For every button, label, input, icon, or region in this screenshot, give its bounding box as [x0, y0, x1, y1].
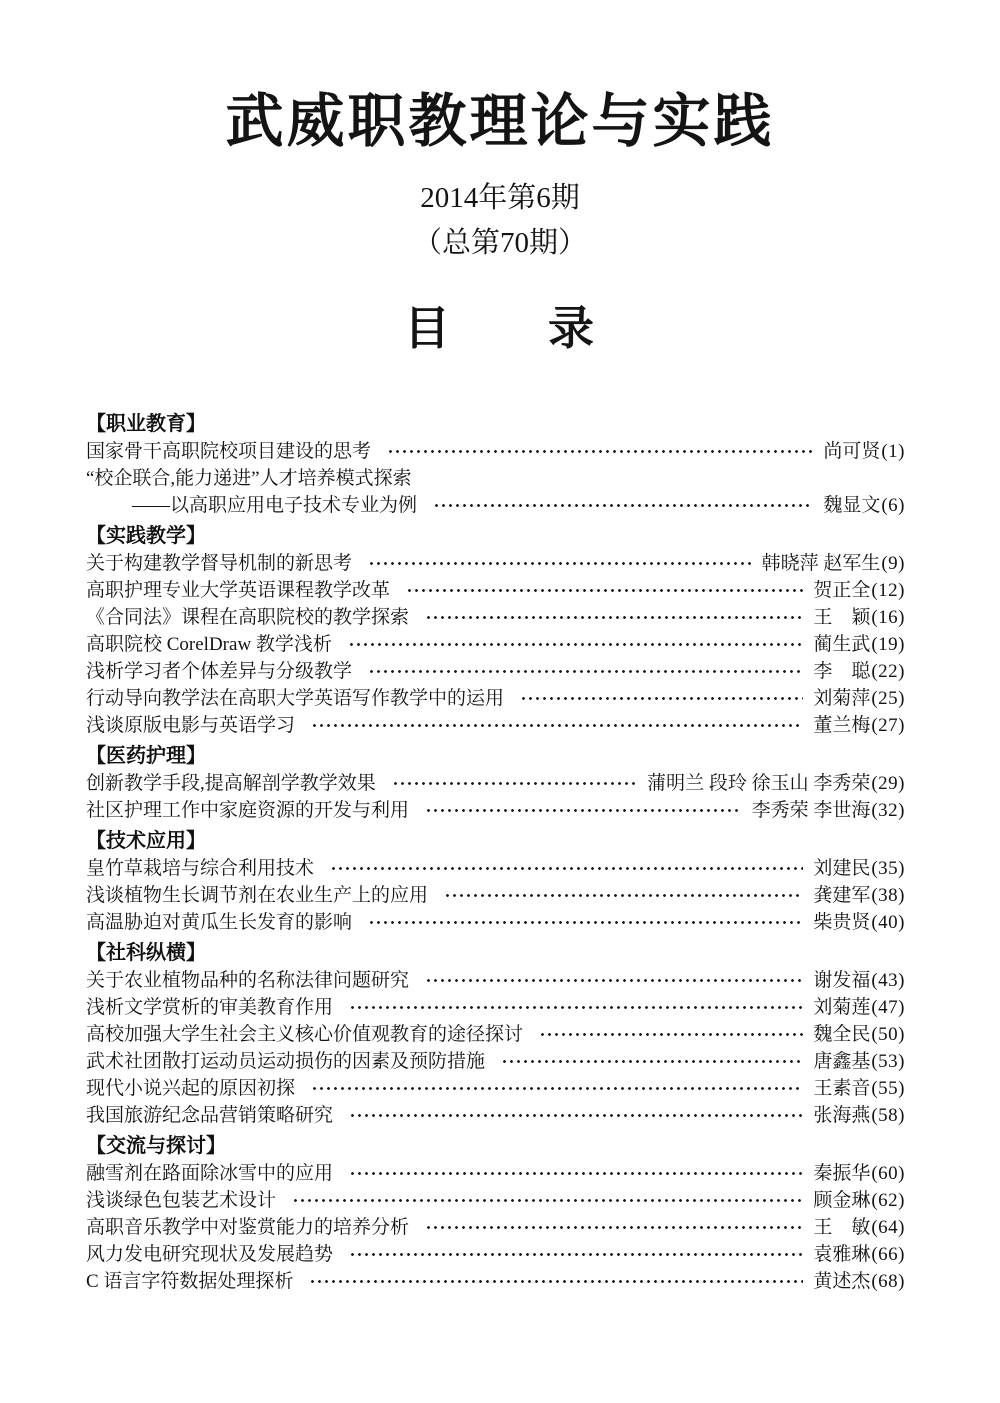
dot-leader: [425, 967, 803, 994]
entry-title: “校企联合,能力递进”人才培养模式探索: [86, 468, 412, 489]
entry-title: 高校加强大学生社会主义核心价值观教育的途径探讨: [86, 1024, 524, 1045]
entry-authors: 王素音: [813, 1078, 871, 1099]
dot-leader: [501, 1048, 803, 1075]
toc-entry: [86, 438, 905, 465]
toc-entry: [86, 882, 905, 909]
toc-entry: [86, 1187, 905, 1214]
toc-entry: [86, 712, 905, 739]
toc-entry: [86, 1075, 905, 1102]
entry-authors: 刘建民: [813, 858, 871, 879]
toc-entry: [86, 1048, 905, 1075]
entry-page: (19): [871, 634, 905, 655]
toc-entry: [86, 967, 905, 994]
entry-title: 《合同法》课程在高职院校的教学探索: [86, 607, 410, 628]
toc: [86, 411, 905, 1295]
entry-page: (27): [871, 715, 905, 736]
entry-authors: 王 颖: [813, 607, 871, 628]
dot-leader: [368, 658, 803, 685]
entry-page: (64): [871, 1217, 905, 1238]
entry-title: 融雪剂在路面除冰雪中的应用: [86, 1163, 334, 1184]
entry-authors: 龚建军: [813, 885, 871, 906]
entry-authors: 柴贵贤: [813, 912, 871, 933]
toc-entry: [86, 994, 905, 1021]
entry-authors: 董兰梅: [813, 715, 871, 736]
entry-page: (50): [871, 1024, 905, 1045]
dot-leader: [330, 855, 803, 882]
entry-page: (43): [871, 970, 905, 991]
entry-page: (35): [871, 858, 905, 879]
toc-entry: [86, 465, 905, 492]
entry-page: (66): [871, 1244, 905, 1265]
toc-entry: [86, 1214, 905, 1241]
toc-entry: [86, 770, 905, 797]
dot-leader: [309, 1268, 803, 1295]
toc-section: [86, 940, 905, 1129]
issue-line: 2014年第6期: [420, 182, 580, 214]
dot-leader: [433, 492, 813, 519]
dot-leader: [292, 1187, 803, 1214]
toc-entry: [86, 631, 905, 658]
entry-title: 浅谈原版电影与英语学习: [86, 715, 296, 736]
entry-page: (9): [881, 553, 905, 574]
entry-title: ——以高职应用电子技术专业为例: [132, 495, 418, 516]
toc-entry: [86, 855, 905, 882]
entry-page: (1): [881, 441, 905, 462]
entry-page: (47): [871, 997, 905, 1018]
entry-authors: 韩晓萍 赵军生: [761, 553, 881, 574]
toc-entry: [86, 1160, 905, 1187]
entry-title: 现代小说兴起的原因初探: [86, 1078, 296, 1099]
toc-entry: [86, 1021, 905, 1048]
dot-leader: [444, 882, 803, 909]
entry-authors: 蔺生武: [813, 634, 871, 655]
section-heading: 【医药护理】: [86, 745, 206, 767]
toc-entry: [86, 909, 905, 936]
entry-authors: 王 敏: [813, 1217, 871, 1238]
toc-section: [86, 523, 905, 739]
entry-page: (6): [881, 495, 905, 516]
entry-page: (32): [871, 800, 905, 821]
entry-title: 创新教学手段,提高解剖学教学效果: [86, 773, 376, 794]
entry-page: (22): [871, 661, 905, 682]
entry-title: 高职院校 CorelDraw 教学浅析: [86, 634, 332, 655]
section-heading: 【职业教育】: [86, 413, 206, 435]
entry-authors: 刘菊莲: [813, 997, 871, 1018]
dot-leader: [311, 712, 803, 739]
entry-title: 浅析学习者个体差异与分级教学: [86, 661, 353, 682]
section-heading: 【技术应用】: [86, 830, 206, 852]
dot-leader: [392, 770, 637, 797]
entry-page: (40): [871, 912, 905, 933]
section-heading: 【交流与探讨】: [86, 1135, 226, 1157]
dot-leader: [349, 1102, 803, 1129]
toc-entry: [132, 492, 905, 519]
dot-leader: [349, 1241, 803, 1268]
entry-authors: 李 聪: [813, 661, 871, 682]
entry-page: (60): [871, 1163, 905, 1184]
entry-title: 关于农业植物品种的名称法律问题研究: [86, 970, 410, 991]
toc-entry: [86, 658, 905, 685]
dot-leader: [406, 577, 803, 604]
section-heading: 【社科纵横】: [86, 942, 206, 964]
dot-leader: [387, 438, 813, 465]
entry-authors: 贺正全: [813, 580, 871, 601]
toc-section: [86, 828, 905, 936]
dot-leader: [368, 550, 752, 577]
toc-section: [86, 411, 905, 519]
entry-title: C 语言字符数据处理探析: [86, 1271, 294, 1292]
entry-title: 行动导向教学法在高职大学英语写作教学中的运用: [86, 688, 505, 709]
toc-entry: [86, 577, 905, 604]
dot-leader: [311, 1075, 803, 1102]
entry-page: (53): [871, 1051, 905, 1072]
entry-authors: 魏全民: [813, 1024, 871, 1045]
entry-page: (62): [871, 1190, 905, 1211]
entry-authors: 袁雅琳: [813, 1244, 871, 1265]
dot-leader: [368, 909, 803, 936]
entry-authors: 李秀荣 李世海: [751, 800, 871, 821]
entry-page: (25): [871, 688, 905, 709]
toc-entry: [86, 604, 905, 631]
dot-leader: [425, 604, 803, 631]
entry-authors: 黄述杰: [813, 1271, 871, 1292]
entry-title: 风力发电研究现状及发展趋势: [86, 1244, 334, 1265]
dot-leader: [349, 994, 803, 1021]
toc-entry: [86, 1102, 905, 1129]
toc-entry: [86, 550, 905, 577]
toc-section: [86, 743, 905, 824]
toc-section: [86, 1133, 905, 1295]
section-heading: 【实践教学】: [86, 525, 206, 547]
entry-title: 高温胁迫对黄瓜生长发育的影响: [86, 912, 353, 933]
entry-title: 社区护理工作中家庭资源的开发与利用: [86, 800, 410, 821]
entry-page: (58): [871, 1105, 905, 1126]
entry-title: 浅谈绿色包装艺术设计: [86, 1190, 277, 1211]
entry-title: 浅谈植物生长调节剂在农业生产上的应用: [86, 885, 429, 906]
entry-page: (12): [871, 580, 905, 601]
entry-authors: 顾金琳: [813, 1190, 871, 1211]
entry-title: 浅析文学赏析的审美教育作用: [86, 997, 334, 1018]
toc-entry: [86, 797, 905, 824]
entry-page: (29): [871, 773, 905, 794]
entry-title: 我国旅游纪念品营销策略研究: [86, 1105, 334, 1126]
entry-title: 高职音乐教学中对鉴赏能力的培养分析: [86, 1217, 410, 1238]
entry-authors: 尚可贤: [823, 441, 881, 462]
entry-title: 国家骨干高职院校项目建设的思考: [86, 441, 372, 462]
entry-title: 高职护理专业大学英语课程教学改革: [86, 580, 391, 601]
entry-authors: 魏显文: [823, 495, 881, 516]
entry-authors: 刘菊萍: [813, 688, 871, 709]
entry-authors: 唐鑫基: [813, 1051, 871, 1072]
entry-authors: 谢发福: [813, 970, 871, 991]
volume-line: （总第70期）: [412, 227, 587, 259]
entry-page: (55): [871, 1078, 905, 1099]
entry-authors: 秦振华: [813, 1163, 871, 1184]
entry-title: 关于构建教学督导机制的新思考: [86, 553, 353, 574]
entry-title: 武术社团散打运动员运动损伤的因素及预防措施: [86, 1051, 486, 1072]
entry-page: (38): [871, 885, 905, 906]
toc-entry: [86, 1241, 905, 1268]
dot-leader: [425, 1214, 803, 1241]
toc-entry: [86, 1268, 905, 1295]
dot-leader: [539, 1021, 803, 1048]
toc-entry: [86, 685, 905, 712]
entry-authors: 张海燕: [813, 1105, 871, 1126]
dot-leader: [349, 1160, 803, 1187]
entry-page: (68): [871, 1271, 905, 1292]
entry-title: 皇竹草栽培与综合利用技术: [86, 858, 315, 879]
entry-page: (16): [871, 607, 905, 628]
dot-leader: [348, 631, 803, 658]
dot-leader: [425, 797, 742, 824]
dot-leader: [520, 685, 803, 712]
journal-title: 武威职教理论与实践: [225, 89, 775, 154]
contents-title: 目 录: [404, 303, 596, 354]
entry-authors: 蒲明兰 段玲 徐玉山 李秀荣: [647, 773, 871, 794]
